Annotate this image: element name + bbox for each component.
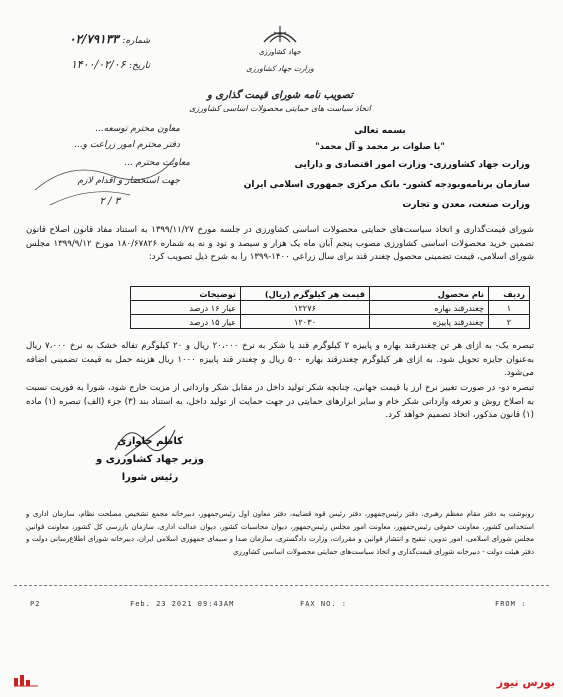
cc-paragraph: رونوشت به دفتر مقام معظم رهبری، دفتر رئیس‌جمهور، دفتر رئیس قوه قضاییه، دفتر معاون اول رئیس‌جمهور، دبیرخانه مجمع تشخیص مصلحت نظام، سازمان اداری و استخدامی کشور، معاونت حقوقی رئیس‌جمهور، معاونت امور مجلس رئیس‌جمهور، دیوان محاسبات کشور، دیوان عدالت اداری، سازمان بازرسی کل کشور، معاونت قوانین مجلس شورای اسلامی، امور تدوین، تنقیح و انتشار قوانین و مقررات، وزارت دادگستری، سازمان صدا و سیمای جمهوری اسلامی ایران، دبیرخانه شورای اطلاع‌رسانی دولت و دفتر هیئت دولت - دبیرخانه شورای قیمت‌گذاری و اتخاذ سیاست‌های حمایتی محصولات اساسی کشاورزی [26,510,534,556]
margin-note-4: جهت استحضار و اقدام لازم [77,176,180,186]
ministry-logo [258,22,302,58]
document-subtitle: اتخاذ سیاست های حمایتی محصولات اساسی کشاورزی [189,104,371,113]
recipient-3: وزارت صنعت، معدن و تجارت [402,200,530,210]
margin-note-2: دفتر محترم امور زراعت و... [74,140,180,150]
date-value: ۱۴۰۰/۰۲/۰۶ [70,58,126,71]
recipient-1: وزارت جهاد کشاورزی- وزارت امور اقتصادی و دارایی [294,160,530,170]
date-label: تاریخ: [129,61,150,71]
table-header-row [131,287,530,301]
table-cell: ۱۲۰۳۰ [241,315,370,329]
letter-date [48,58,150,71]
recipient-2: سازمان برنامه‌وبودجه کشور- بانک مرکزی جمهوری اسلامی ایران [243,180,530,190]
table-cell: عیار ۱۵ درصد [131,315,241,329]
table-header-cell: توضیحات [131,287,241,301]
number-value: ۰۲/۷۹۱۳۳ [69,32,119,46]
fax-divider [14,585,549,586]
watermark-text: بورس نیوز [496,676,555,689]
logo-text: جهاد کشاورزی [258,48,302,56]
body-paragraph: شورای قیمت‌گذاری و اتخاذ سیاست‌های حمایتی محصولات اساسی کشاورزی در جلسه مورخ ۱۳۹۹/۱۱/۲۷ به استناد مفاد قانون اصلاح قانون تضمین خرید محصولات اساسی کشاورزی مصوب پنجم آبان ماه یک هزار و سیصد و نود و نه به شماره ۱۸۰/۶۷۸۲۶ مورخ ۱۳۹۹/۹/۱۲ مجلس شورای اسلامی، قیمت تضمینی محصول چغندر قند برای سال زراعی ۱۴۰۰-۱۳۹۹ را به شرح ذیل تصویب کرد: [26,225,534,263]
fax-from-label: FROM : [495,600,527,608]
table-cell: ۱ [489,301,530,315]
margin-note-5: ۳ / ۲ [99,196,120,207]
bismillah: بسمه تعالی [354,126,406,136]
letter-number [40,32,150,46]
margin-note-1: معاون محترم توسعه... [95,124,180,134]
table-row [131,315,530,329]
salawat: "با صلوات بر محمد و آل محمد" [315,142,445,152]
logo-emblem-icon [258,22,302,46]
fax-number-label: FAX NO. : [300,600,347,608]
table-cell: عیار ۱۶ درصد [131,301,241,315]
signatory-title-2: رئیس شورا [121,472,179,483]
table-header-cell: ردیف [489,287,530,301]
table-cell: ۱۲۲۷۶ [241,301,370,315]
signatory-title-1: وزیر جهاد کشاورزی و [96,454,204,465]
bourse-news-logo-icon [12,672,40,688]
dotted-divider [14,585,549,586]
handwriting-scribble-icon [30,150,180,210]
table-header-cell: نام محصول [370,287,489,301]
signatory-name: کاظم خاوازی [117,436,183,447]
table-cell: ۲ [489,315,530,329]
price-table-wrapper [130,286,530,329]
ministry-name: وزارت جهاد کشاورزی [246,64,314,73]
table-cell: چغندرقند پاییزه [370,315,489,329]
fax-page: P2 [30,600,41,608]
table-row [131,301,530,315]
fax-timestamp: Feb. 23 2021 09:43AM [130,600,235,608]
margin-note-3: معاونت محترم ... [124,158,190,168]
document-title: تصویب نامه شورای قیمت گذاری و [207,90,353,101]
price-table [130,286,530,329]
table-cell: چغندرقند بهاره [370,301,489,315]
note-2: تبصره دو- در صورت تغییر نرخ ارز یا قیمت جهانی، چنانچه شکر تولید داخل در مقابل شکر وارداتی از مزیت خارج شود، شورا به فوریت نسبت به اصلاح روش و تعرفه وارداتی شکر خام و سایر ابزارهای حمایتی در جهت حمایت از تولید داخل، به استناد بند (۳) جزء (الف) تبصره (۱) ماده (۱) قانون مذکور، اتخاذ تصمیم خواهد کرد. [26,383,534,421]
number-label: شماره: [122,36,150,46]
note-1: تبصره یک- به ازای هر تن چغندرقند بهاره و پاییزه ۲ کیلوگرم قند یا شکر به نرخ ۲۰،۰۰۰ ریال و ۲۰ کیلوگرم تفاله خشک به نرخ ۷،۰۰۰ ریال به‌عنوان جایزه تحویل شود. به ازای هر کیلوگرم چغندرقند بهاره ۵۰۰ ریال و چغندر قند پاییزه ۱۰۰۰ ریال هزینه حمل به قیمت تضمینی اضافه می‌شود. [26,341,534,379]
table-header-cell: قیمت هر کیلوگرم (ریال) [241,287,370,301]
